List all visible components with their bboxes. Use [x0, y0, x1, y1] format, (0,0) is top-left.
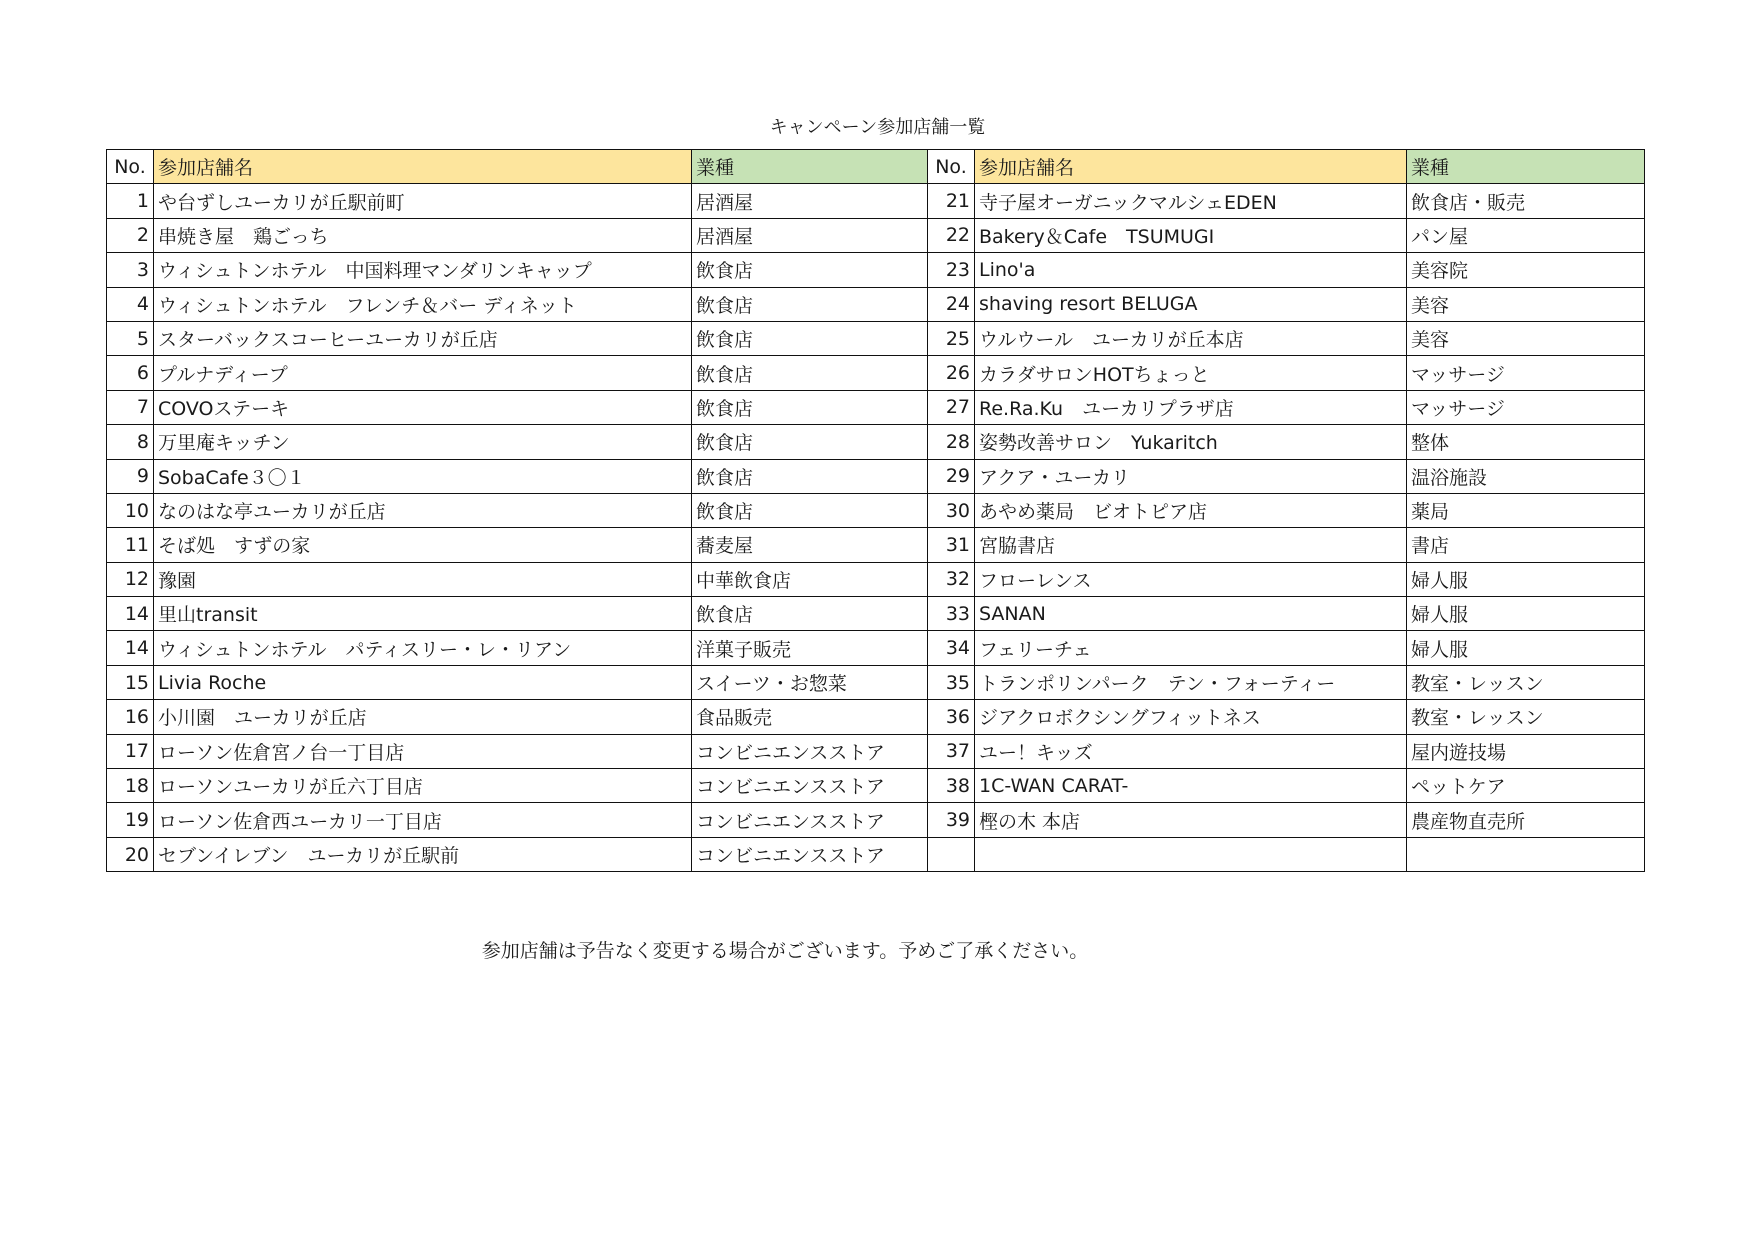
business-type: 飲食店 [692, 493, 928, 527]
business-type: 中華飲食店 [692, 562, 928, 596]
shop-name: フェリーチェ [975, 631, 1407, 665]
shop-number: 33 [928, 597, 975, 631]
shop-name-header: 参加店舗名 [154, 150, 692, 184]
shop-name: Re.Ra.Ku ユーカリプラザ店 [975, 390, 1407, 424]
shop-name: shaving resort BELUGA [975, 287, 1407, 321]
shop-name: セブンイレブン ユーカリが丘駅前 [154, 837, 692, 871]
shop-name: SANAN [975, 597, 1407, 631]
business-type-header: 業種 [692, 150, 928, 184]
shop-number: 8 [107, 425, 154, 459]
table-row [107, 734, 1645, 768]
business-type: 飲食店 [692, 425, 928, 459]
shop-name: Lino'a [975, 253, 1407, 287]
shop-number: 32 [928, 562, 975, 596]
shop-table [106, 149, 1645, 872]
shop-number: 7 [107, 390, 154, 424]
table-row [107, 287, 1645, 321]
shop-name: 里山transit [154, 597, 692, 631]
business-type: 美容 [1407, 287, 1645, 321]
business-type: 居酒屋 [692, 218, 928, 252]
business-type: マッサージ [1407, 356, 1645, 390]
table-row [107, 321, 1645, 355]
shop-name: ウルウール ユーカリが丘本店 [975, 321, 1407, 355]
table-row [107, 356, 1645, 390]
no-header: No. [928, 150, 975, 184]
shop-number: 10 [107, 493, 154, 527]
table-row [107, 803, 1645, 837]
shop-number: 24 [928, 287, 975, 321]
shop-number: 25 [928, 321, 975, 355]
shop-name [975, 837, 1407, 871]
business-type: 飲食店 [692, 390, 928, 424]
table-row [107, 493, 1645, 527]
business-type: ペットケア [1407, 769, 1645, 803]
shop-number: 35 [928, 665, 975, 699]
table-row [107, 390, 1645, 424]
table-row [107, 631, 1645, 665]
business-type: 飲食店 [692, 253, 928, 287]
business-type: 美容院 [1407, 253, 1645, 287]
shop-name: トランポリンパーク テン・フォーティー [975, 665, 1407, 699]
shop-name: アクア・ユーカリ [975, 459, 1407, 493]
shop-name: 串焼き屋 鶏ごっち [154, 218, 692, 252]
shop-number: 38 [928, 769, 975, 803]
business-type: コンビニエンスストア [692, 837, 928, 871]
shop-number: 29 [928, 459, 975, 493]
shop-number: 22 [928, 218, 975, 252]
shop-name: フローレンス [975, 562, 1407, 596]
shop-number: 26 [928, 356, 975, 390]
table-row [107, 562, 1645, 596]
shop-name: ローソンユーカリが丘六丁目店 [154, 769, 692, 803]
shop-name: ユー！キッズ [975, 734, 1407, 768]
business-type: 洋菓子販売 [692, 631, 928, 665]
business-type: 蕎麦屋 [692, 528, 928, 562]
shop-name: 寺子屋オーガニックマルシェEDEN [975, 184, 1407, 218]
table-row [107, 597, 1645, 631]
shop-name: や台ずしユーカリが丘駅前町 [154, 184, 692, 218]
table-row [107, 528, 1645, 562]
shop-name: COVOステーキ [154, 390, 692, 424]
shop-number: 14 [107, 631, 154, 665]
shop-number: 17 [107, 734, 154, 768]
business-type: 飲食店 [692, 597, 928, 631]
shop-name: ローソン佐倉宮ノ台一丁目店 [154, 734, 692, 768]
business-type: 婦人服 [1407, 631, 1645, 665]
shop-name: Livia Roche [154, 665, 692, 699]
business-type: 飲食店 [692, 287, 928, 321]
business-type: 美容 [1407, 321, 1645, 355]
shop-number: 19 [107, 803, 154, 837]
business-type: 農産物直売所 [1407, 803, 1645, 837]
shop-number: 34 [928, 631, 975, 665]
shop-number [928, 837, 975, 871]
shop-name: 万里庵キッチン [154, 425, 692, 459]
business-type: 整体 [1407, 425, 1645, 459]
business-type: スイーツ・お惣菜 [692, 665, 928, 699]
shop-table-body [107, 184, 1645, 872]
shop-number: 18 [107, 769, 154, 803]
footnote: 参加店舗は予告なく変更する場合がございます。予めご了承ください。 [481, 940, 1089, 962]
shop-number: 36 [928, 700, 975, 734]
business-type: 屋内遊技場 [1407, 734, 1645, 768]
business-type: 教室・レッスン [1407, 665, 1645, 699]
business-type: コンビニエンスストア [692, 803, 928, 837]
shop-name: プルナディープ [154, 356, 692, 390]
business-type [1407, 837, 1645, 871]
shop-name: 樫の木 本店 [975, 803, 1407, 837]
shop-number: 20 [107, 837, 154, 871]
table-header-row [107, 150, 1645, 184]
shop-name: 姿勢改善サロン Yukaritch [975, 425, 1407, 459]
business-type: 飲食店 [692, 321, 928, 355]
shop-name: あやめ薬局 ビオトピア店 [975, 493, 1407, 527]
business-type: 飲食店 [692, 459, 928, 493]
table-row [107, 665, 1645, 699]
business-type: 居酒屋 [692, 184, 928, 218]
page-title: キャンペーン参加店舗一覧 [769, 117, 986, 138]
table-row [107, 459, 1645, 493]
shop-name-header: 参加店舗名 [975, 150, 1407, 184]
table-row [107, 769, 1645, 803]
shop-name: ローソン佐倉西ユーカリ一丁目店 [154, 803, 692, 837]
shop-number: 21 [928, 184, 975, 218]
shop-number: 31 [928, 528, 975, 562]
shop-name: なのはな亭ユーカリが丘店 [154, 493, 692, 527]
business-type: 温浴施設 [1407, 459, 1645, 493]
shop-name: カラダサロンHOTちょっと [975, 356, 1407, 390]
business-type-header: 業種 [1407, 150, 1645, 184]
shop-number: 14 [107, 597, 154, 631]
table-row [107, 218, 1645, 252]
business-type: 薬局 [1407, 493, 1645, 527]
shop-name: ウィシュトンホテル 中国料理マンダリンキャップ [154, 253, 692, 287]
shop-number: 1 [107, 184, 154, 218]
shop-name: Bakery＆Cafe TSUMUGI [975, 218, 1407, 252]
shop-number: 5 [107, 321, 154, 355]
table-row [107, 837, 1645, 871]
shop-name: スターバックスコーヒーユーカリが丘店 [154, 321, 692, 355]
business-type: 書店 [1407, 528, 1645, 562]
shop-name: 小川園 ユーカリが丘店 [154, 700, 692, 734]
shop-name: SobaCafe３〇１ [154, 459, 692, 493]
shop-number: 28 [928, 425, 975, 459]
business-type: 婦人服 [1407, 562, 1645, 596]
shop-name: そば処 すずの家 [154, 528, 692, 562]
shop-name: ウィシュトンホテル フレンチ＆バー ディネット [154, 287, 692, 321]
business-type: パン屋 [1407, 218, 1645, 252]
shop-number: 3 [107, 253, 154, 287]
shop-number: 15 [107, 665, 154, 699]
business-type: コンビニエンスストア [692, 769, 928, 803]
shop-name: ジアクロボクシングフィットネス [975, 700, 1407, 734]
business-type: マッサージ [1407, 390, 1645, 424]
table-row [107, 425, 1645, 459]
business-type: 飲食店 [692, 356, 928, 390]
shop-number: 30 [928, 493, 975, 527]
shop-name: 宮脇書店 [975, 528, 1407, 562]
shop-number: 12 [107, 562, 154, 596]
shop-number: 4 [107, 287, 154, 321]
shop-name: 1C-WAN CARAT- [975, 769, 1407, 803]
no-header: No. [107, 150, 154, 184]
business-type: コンビニエンスストア [692, 734, 928, 768]
business-type: 飲食店・販売 [1407, 184, 1645, 218]
business-type: 婦人服 [1407, 597, 1645, 631]
shop-number: 16 [107, 700, 154, 734]
shop-number: 11 [107, 528, 154, 562]
shop-number: 2 [107, 218, 154, 252]
shop-name: 豫園 [154, 562, 692, 596]
table-row [107, 184, 1645, 218]
shop-number: 27 [928, 390, 975, 424]
shop-name: ウィシュトンホテル パティスリー・レ・リアン [154, 631, 692, 665]
shop-number: 23 [928, 253, 975, 287]
shop-number: 9 [107, 459, 154, 493]
shop-number: 6 [107, 356, 154, 390]
table-row [107, 700, 1645, 734]
business-type: 食品販売 [692, 700, 928, 734]
shop-number: 39 [928, 803, 975, 837]
business-type: 教室・レッスン [1407, 700, 1645, 734]
table-row [107, 253, 1645, 287]
shop-number: 37 [928, 734, 975, 768]
